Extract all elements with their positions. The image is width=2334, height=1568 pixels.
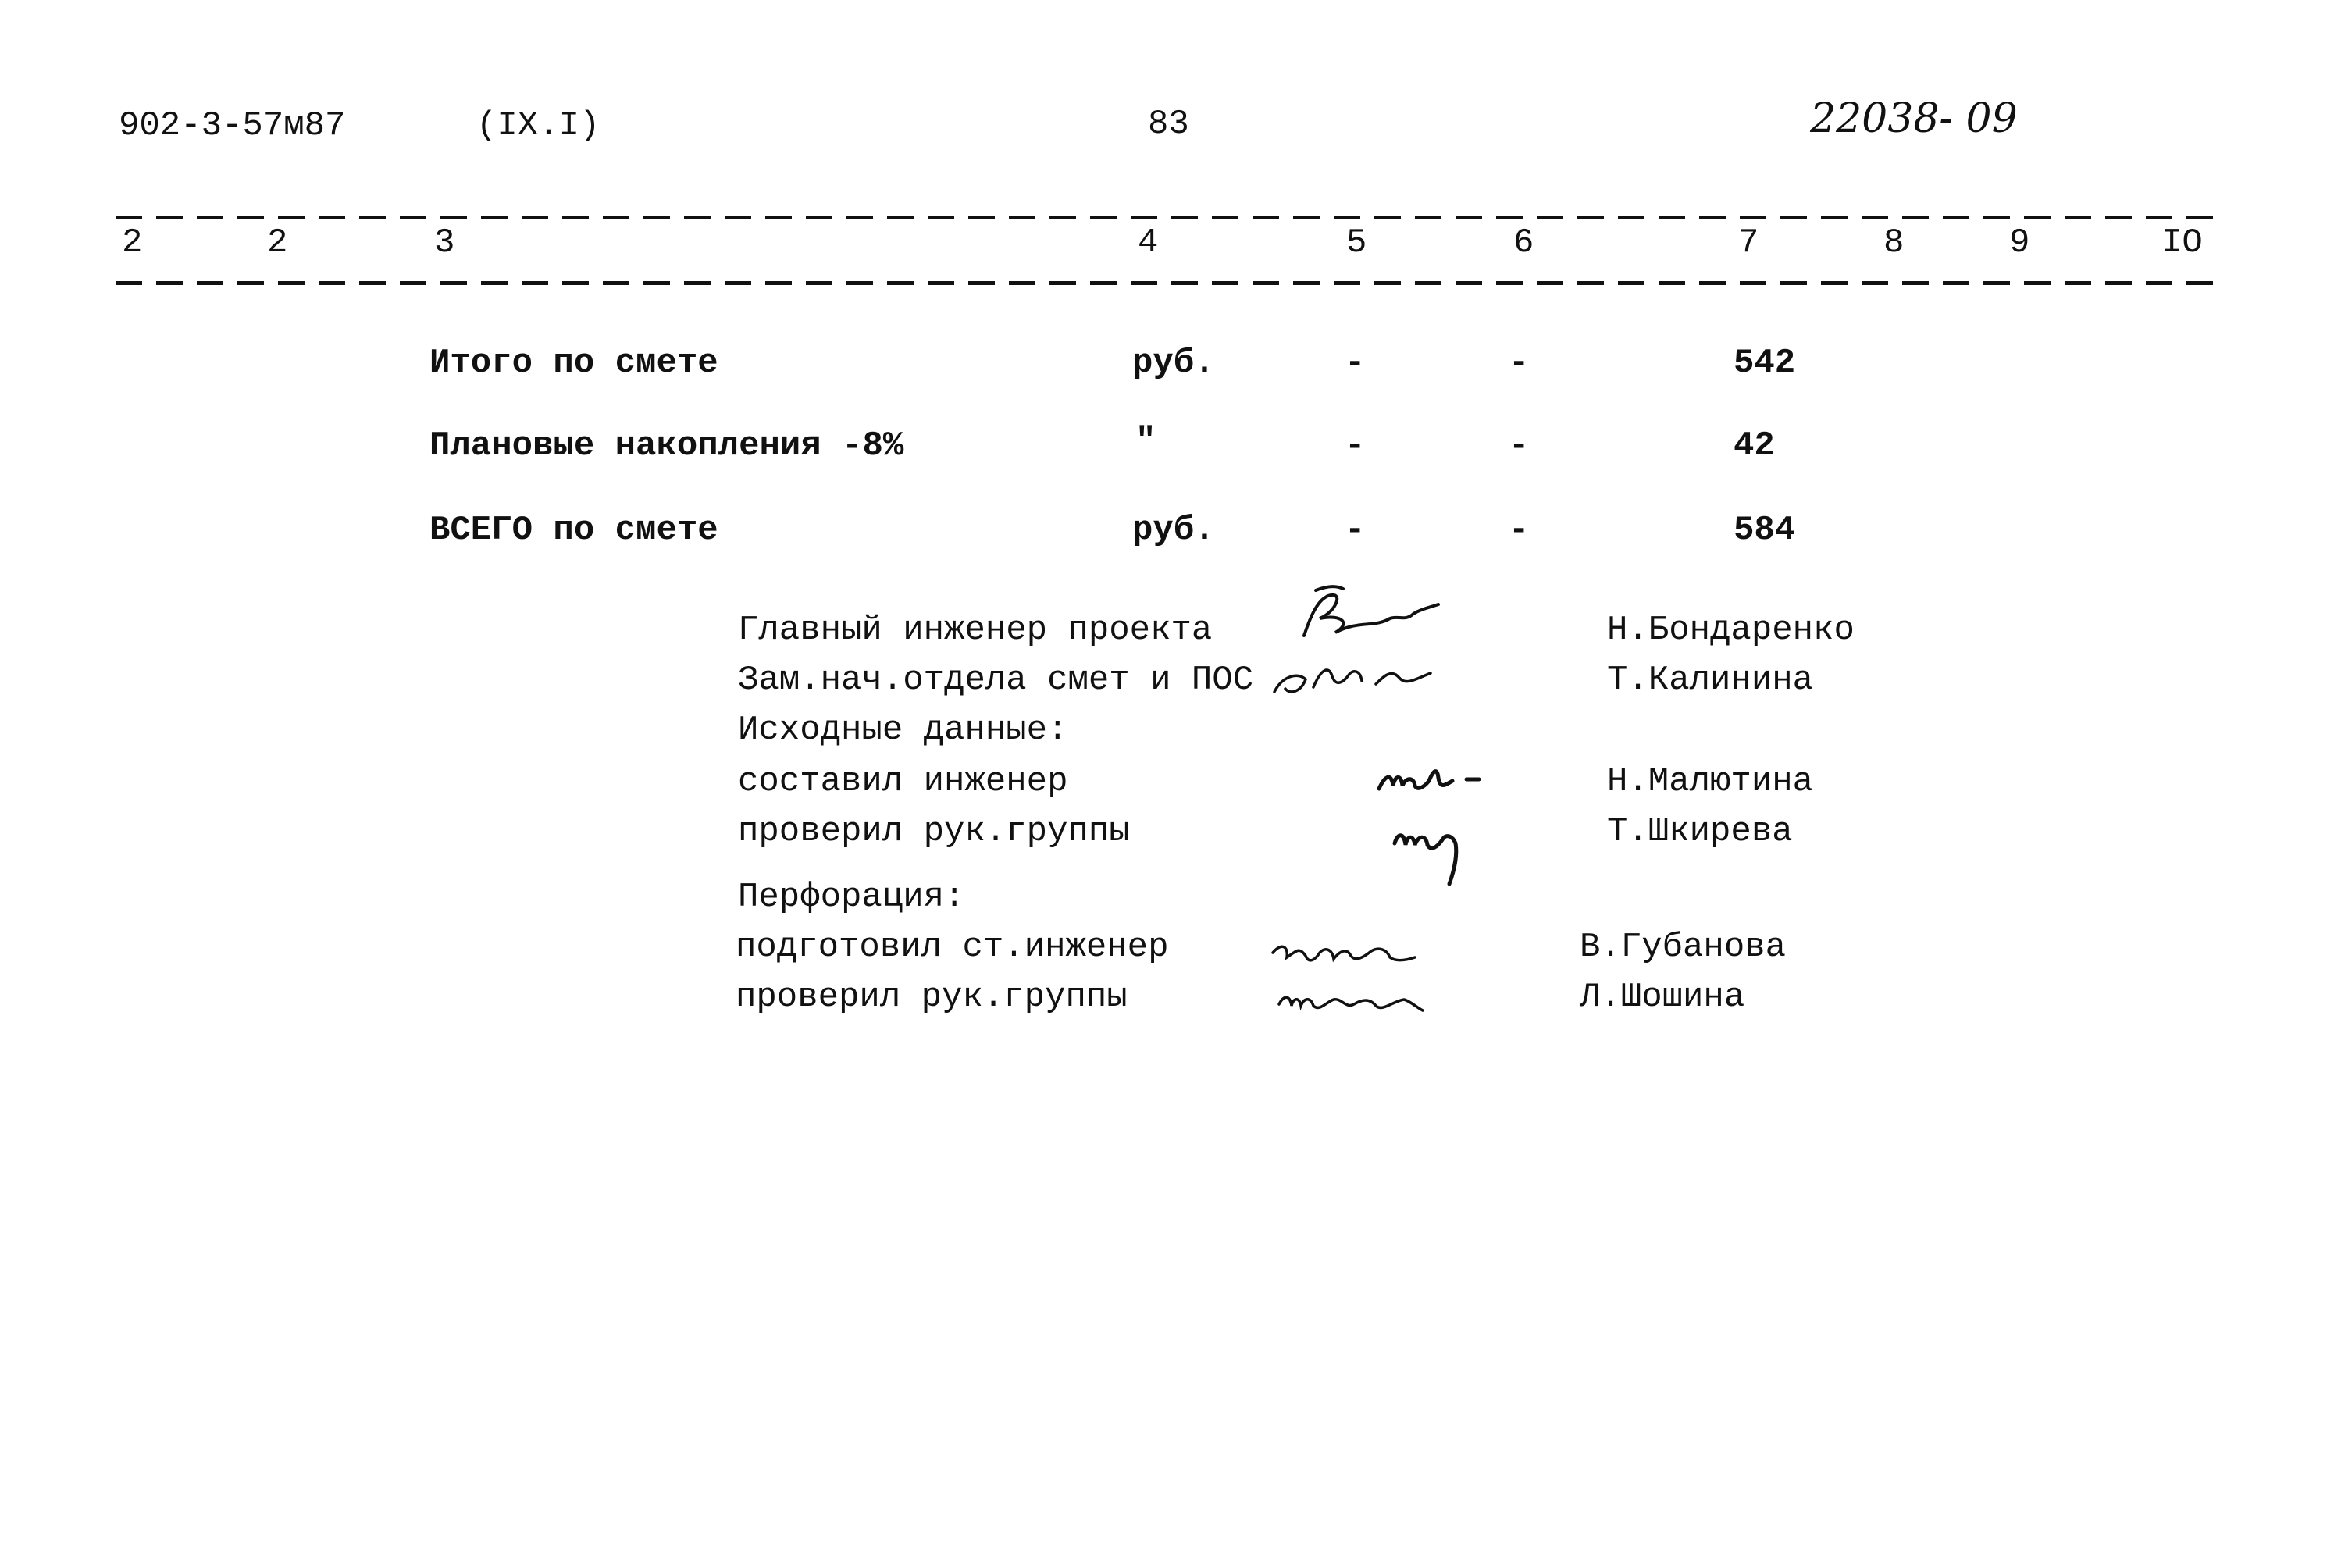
signature-name: Л.Шошина bbox=[1580, 978, 1745, 1017]
row-col6: - bbox=[1509, 344, 1530, 383]
row-unit: руб. bbox=[1132, 511, 1215, 550]
column-number: 4 bbox=[1138, 223, 1159, 262]
page-number: 83 bbox=[1148, 105, 1189, 144]
table-header-rule bbox=[116, 281, 2215, 285]
row-col5: - bbox=[1345, 344, 1366, 383]
column-number: 7 bbox=[1738, 223, 1759, 262]
row-col6: - bbox=[1509, 426, 1530, 465]
column-number: 5 bbox=[1346, 223, 1367, 262]
signature-role: составил инженер bbox=[738, 762, 1068, 801]
signature-mark-checker bbox=[1390, 812, 1491, 890]
row-unit: " bbox=[1135, 422, 1156, 461]
row-col5: - bbox=[1345, 511, 1366, 550]
signature-role: Зам.нач.отдела смет и ПОС bbox=[738, 661, 1254, 700]
column-number: 3 bbox=[434, 223, 455, 262]
signature-name: В.Губанова bbox=[1580, 928, 1787, 967]
signature-mark-compiler bbox=[1374, 754, 1499, 809]
signature-role: проверил рук.группы bbox=[736, 978, 1128, 1017]
column-number: 2 bbox=[122, 223, 143, 262]
table-top-rule bbox=[116, 216, 2215, 219]
row-col6: - bbox=[1509, 511, 1530, 550]
column-number: 2 bbox=[267, 223, 288, 262]
project-code: 902-3-57м87 bbox=[119, 106, 346, 145]
signature-name: Н.Малютина bbox=[1607, 762, 1814, 801]
section-code: (IX.I) bbox=[476, 106, 600, 145]
signature-role: подготовил ст.инженер bbox=[736, 928, 1169, 967]
signature-section-heading: Перфорация: bbox=[738, 878, 965, 917]
row-col5: - bbox=[1345, 426, 1366, 465]
column-number: 8 bbox=[1883, 223, 1905, 262]
signature-name: Т.Калинина bbox=[1607, 661, 1814, 700]
signature-mark-chief-engineer bbox=[1288, 581, 1445, 651]
signature-mark-deputy-head bbox=[1267, 645, 1438, 707]
signature-role: проверил рук.группы bbox=[738, 812, 1130, 851]
row-name: Итого по смете bbox=[429, 344, 718, 383]
signature-mark-perforation-preparer bbox=[1265, 929, 1421, 976]
row-value: 542 bbox=[1734, 344, 1796, 383]
row-name: ВСЕГО по смете bbox=[429, 511, 718, 550]
column-number: 9 bbox=[2009, 223, 2030, 262]
row-name: Плановые накопления -8% bbox=[429, 426, 904, 465]
row-value: 42 bbox=[1734, 426, 1775, 465]
signature-name: Н.Бондаренко bbox=[1607, 611, 1855, 650]
column-number: 6 bbox=[1513, 223, 1534, 262]
signature-mark-perforation-checker bbox=[1271, 978, 1427, 1025]
signature-role: Главный инженер проекта bbox=[738, 611, 1213, 650]
signature-name: Т.Шкирева bbox=[1607, 812, 1793, 851]
document-number: 22038- 09 bbox=[1810, 95, 2018, 142]
row-unit: руб. bbox=[1132, 344, 1215, 383]
row-value: 584 bbox=[1734, 511, 1796, 550]
signature-section-heading: Исходные данные: bbox=[738, 711, 1068, 750]
column-number: IO bbox=[2161, 223, 2203, 262]
